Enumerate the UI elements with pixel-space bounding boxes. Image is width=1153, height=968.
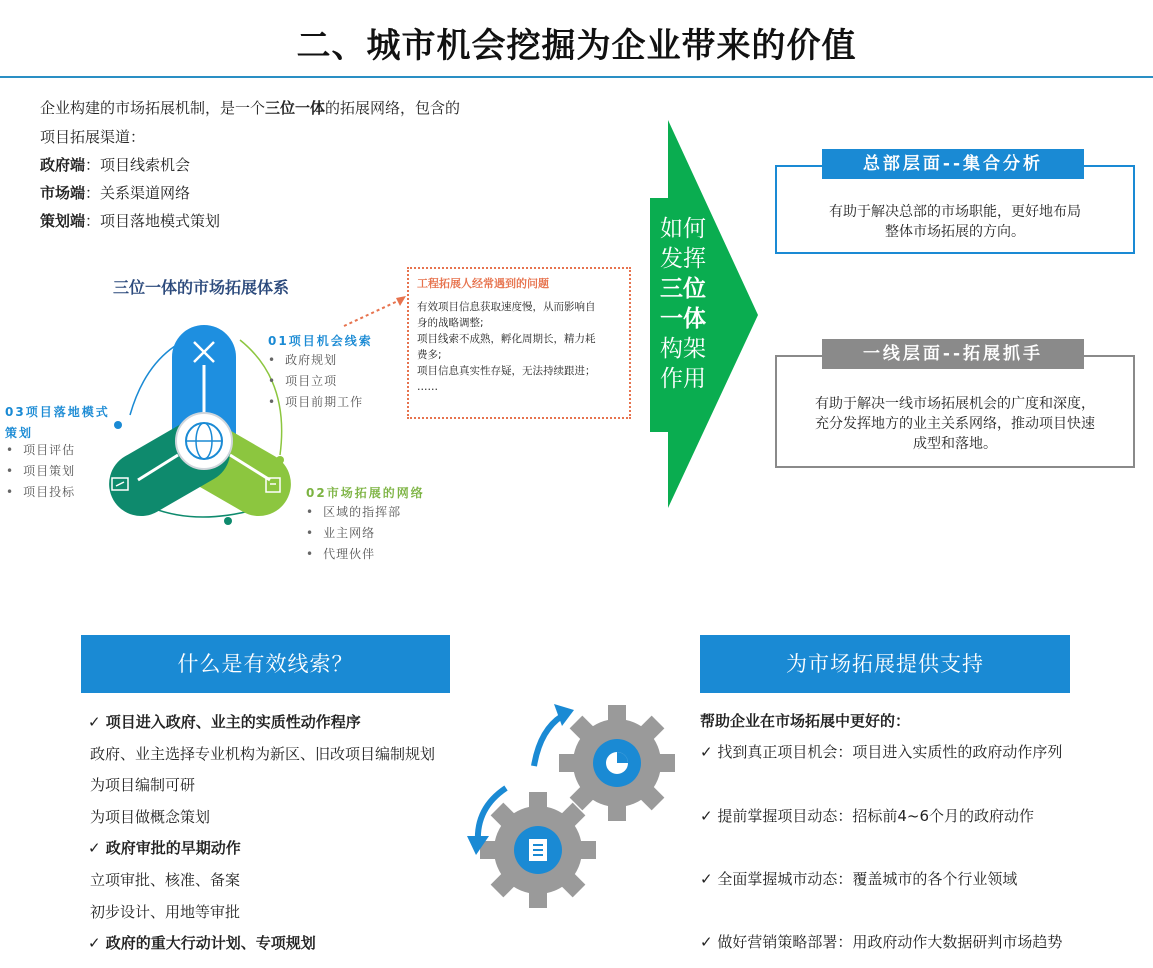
problem-line: 身的战略调整;: [417, 317, 484, 329]
list-item: 政府、业主选择专业机构为新区、旧改项目编制规划: [90, 744, 436, 763]
node-03-title-line: 03项目落地模式: [5, 405, 110, 419]
arrow-line: 三位: [660, 276, 706, 302]
list-item: 初步设计、用地等审批: [90, 902, 241, 921]
list-item: • 项目前期工作: [268, 392, 363, 413]
node-03-title-line: 策划: [5, 426, 34, 440]
list-item: • 项目策划: [6, 461, 75, 482]
hq-box-line: 整体市场拓展的方向。: [885, 224, 1025, 240]
gear-icon: [480, 792, 596, 908]
intro-text: 的拓展网络，包含的: [325, 99, 461, 117]
arrow-label: [652, 214, 714, 394]
left-banner: 什么是有效线索？: [81, 635, 450, 693]
channel-text: ：项目线索机会: [85, 156, 191, 174]
intro-line-2: 项目拓展渠道：: [40, 128, 146, 146]
triangle-title: 三位一体的市场拓展体系: [113, 278, 290, 297]
problem-line: 费多;: [417, 349, 442, 361]
curved-arrow: [534, 716, 562, 766]
frontline-box-body: [778, 394, 1132, 454]
left-list: [90, 707, 435, 960]
list-item: • 政府规划: [268, 350, 363, 371]
problem-line: 项目线索不成熟，孵化周期长，精力耗: [417, 333, 596, 345]
dot-left: [114, 421, 122, 429]
problem-box: [407, 267, 631, 419]
node-03-title: [5, 402, 110, 444]
hq-box-line: 有助于解决总部的市场职能，更好地布局: [829, 204, 1081, 220]
channel-planning: [40, 211, 220, 231]
list-item: • 代理伙伴: [306, 544, 401, 565]
list-item: 为项目编制可研: [90, 776, 196, 795]
problem-line: 项目信息真实性存疑，无法持续跟进；: [417, 365, 596, 377]
arrowhead-icon: [396, 296, 406, 306]
arrow-line: 一体: [660, 306, 706, 332]
channel-text: ：项目落地模式策划: [85, 212, 221, 230]
list-item: • 项目评估: [6, 440, 75, 461]
arrow-line: 发挥: [660, 246, 706, 272]
node-03-list: [6, 440, 75, 503]
right-heading: 帮助企业在市场拓展中更好的：: [700, 712, 911, 730]
list-item: • 业主网络: [306, 523, 401, 544]
page-title: 二、城市机会挖掘为企业带来的价值: [296, 26, 857, 66]
channel-label: 政府端: [40, 156, 86, 174]
channel-text: ：关系渠道网络: [85, 184, 191, 202]
gears-illustration: [462, 700, 687, 915]
frontline-box-line: 充分发挥地方的业主关系网络，推动项目快速: [815, 416, 1095, 432]
list-item: • 区域的指挥部: [306, 502, 401, 523]
channel-label: 市场端: [40, 184, 86, 202]
node-01-list: [268, 350, 363, 413]
node-02-list: [306, 502, 401, 565]
problem-connector: [340, 290, 410, 330]
list-item: ✓ 全面掌握城市动态：覆盖城市的各个行业领域: [700, 870, 1018, 888]
title-divider: [0, 76, 1153, 78]
arrow-line: 如何: [660, 216, 706, 242]
problem-line: 有效项目信息获取速度慢，从而影响自: [417, 301, 596, 313]
channel-government: [40, 155, 190, 175]
intro-text: 企业构建的市场拓展机制，是一个: [40, 99, 266, 117]
list-item: ✓ 提前掌握项目动态：招标前4~6个月的政府动作: [700, 807, 1034, 825]
frontline-box-line: 有助于解决一线市场拓展机会的广度和深度，: [815, 396, 1095, 412]
pie-chart-icon: [606, 752, 628, 774]
node-02-title: 02市场拓展的网络: [306, 486, 425, 500]
list-item: ✓ 政府的重大行动计划、专项规划: [88, 934, 316, 953]
hq-box-body: [778, 202, 1132, 242]
frontline-box-head: 一线层面--拓展抓手: [822, 339, 1084, 369]
arrow-line: 作用: [660, 366, 706, 392]
list-item: ✓ 项目进入政府、业主的实质性动作程序: [88, 713, 361, 731]
list-item: ✓ 找到真正项目机会：项目进入实质性的政府动作序列: [700, 743, 1063, 761]
list-item: • 项目投标: [6, 482, 75, 503]
hq-box-head: 总部层面--集合分析: [822, 149, 1084, 179]
list-item: 立项审批、核准、备案: [90, 870, 241, 889]
channel-label: 策划端: [40, 212, 86, 230]
document-icon: [529, 839, 547, 861]
intro-line-1: [40, 98, 460, 118]
list-item: ✓ 政府审批的早期动作: [88, 839, 241, 858]
arrow-line: 构架: [660, 336, 706, 362]
gear-icon: [559, 705, 675, 821]
right-banner: 为市场拓展提供支持: [700, 635, 1070, 693]
list-item: ✓ 做好营销策略部署：用政府动作大数据研判市场趋势: [700, 933, 1063, 951]
intro-emphasis: 三位一体: [265, 99, 326, 117]
dot-bottom: [224, 517, 232, 525]
problem-title: 工程拓展人经常遇到的问题: [417, 277, 549, 290]
list-item: • 项目立项: [268, 371, 363, 392]
problem-body: [417, 299, 621, 395]
problem-line: ……: [417, 381, 438, 393]
channel-market: [40, 183, 190, 203]
node-01-title: 01项目机会线索: [268, 334, 373, 348]
list-item: 为项目做概念策划: [90, 807, 211, 826]
frontline-box-line: 成型和落地。: [913, 436, 997, 452]
